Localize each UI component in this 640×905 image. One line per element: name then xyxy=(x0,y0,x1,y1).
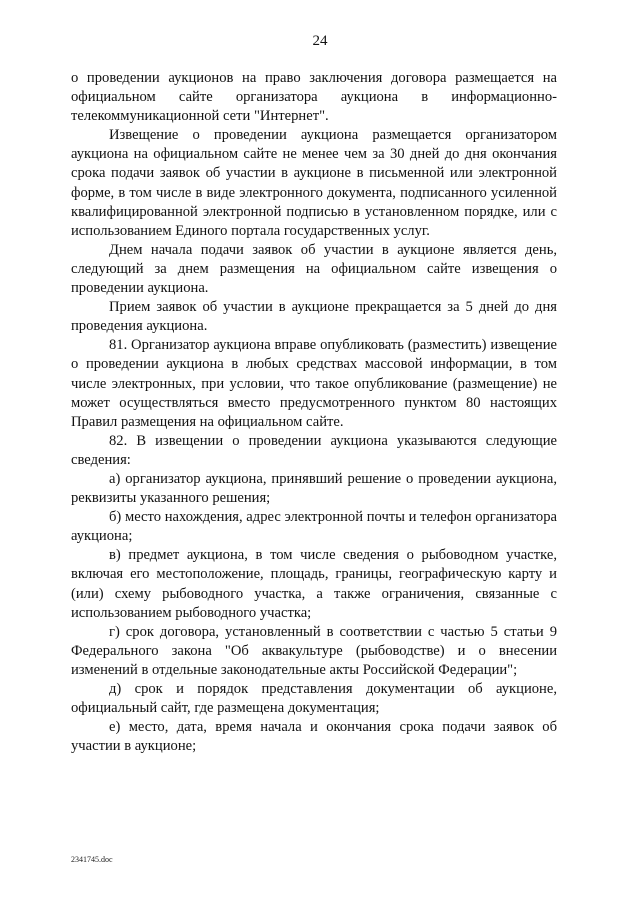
list-item-d: д) срок и порядок представления документации об аукционе, официальный сайт, где размещена документация; xyxy=(71,681,557,717)
paragraph-item-81: 81. Организатор аукциона вправе опубликовать (разместить) извещение о проведении аукциона в любых средствах массовой информации, в том числе электронных, при условии, что такое опубликование (размещение) не может осуществляться вместо предусмотренного пунктом 80 настоящих Правил размещения на официальном сайте. xyxy=(71,337,557,430)
list-item-g: г) срок договора, установленный в соответствии с частью 5 статьи 9 Федерального закона "Об аквакультуре (рыбоводстве) и о внесении изменений в отдельные законодательные акты Российской Федерации"; xyxy=(71,623,557,678)
list-item-e: е) место, дата, время начала и окончания срока подачи заявок об участии в аукционе; xyxy=(71,719,557,755)
page-number: 24 xyxy=(312,33,328,49)
footer-document-code: 2341745.doc xyxy=(71,855,113,864)
list-item-b: б) место нахождения, адрес электронной почты и телефон организатора аукциона; xyxy=(71,509,557,545)
paragraph-continuation: о проведении аукционов на право заключения договора размещается на официальном сайте организатора аукциона в информационно-телекоммуникационной сети "Интернет". xyxy=(71,70,557,125)
paragraph-submission-end: Прием заявок об участии в аукционе прекращается за 5 дней до дня проведения аукциона. xyxy=(71,299,557,335)
list-item-v: в) предмет аукциона, в том числе сведения о рыбоводном участке, включая его местоположение, площадь, границы, географическую карту и (или) схему рыбоводного участка, а также ограничения, связанные с использованием рыбоводного участка; xyxy=(71,547,557,621)
document-body xyxy=(71,69,557,756)
paragraph-notice-publication: Извещение о проведении аукциона размещается организатором аукциона на официальном сайте не менее чем за 30 дней до дня окончания срока подачи заявок об участии в аукционе в письменной или электронной форме, в том числе в виде электронного документа, подписанного усиленной квалифицированной электронной подписью в установленном порядке, или с использованием Единого портала государственных услуг. xyxy=(71,127,557,239)
list-item-a: а) организатор аукциона, принявший решение о проведении аукциона, реквизиты указанного решения; xyxy=(71,470,557,507)
paragraph-submission-start: Днем начала подачи заявок об участии в аукционе является день, следующий за днем размещения на официальном сайте извещения о проведении аукциона. xyxy=(71,241,557,297)
paragraph-item-82: 82. В извещении о проведении аукциона указываются следующие сведения: xyxy=(71,432,557,468)
